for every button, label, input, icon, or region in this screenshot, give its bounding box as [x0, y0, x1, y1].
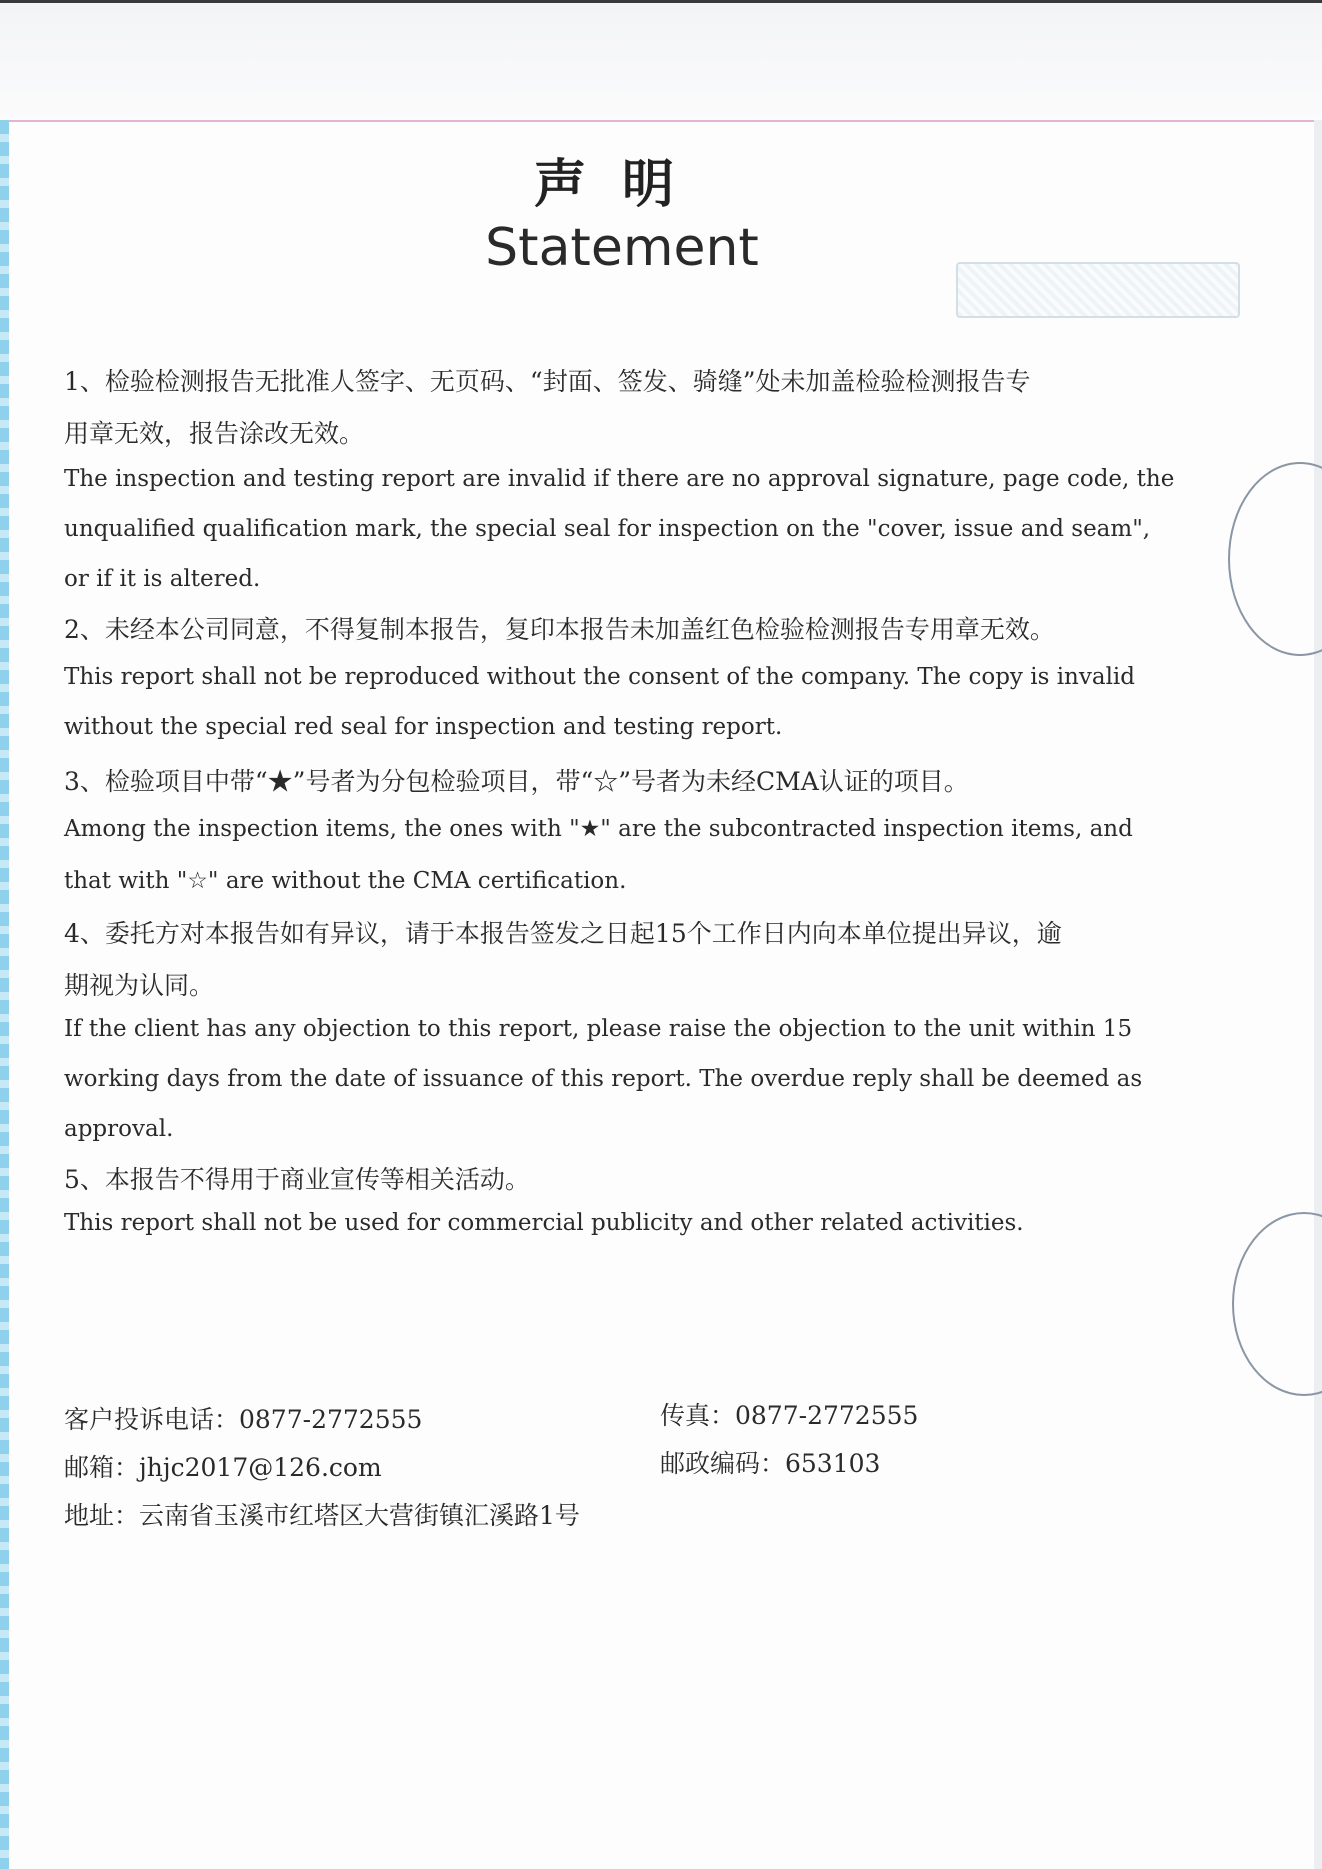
- item-2-en-line-2: without the special red seal for inspection and testing report.: [64, 714, 783, 740]
- item-2-en-line-1: This report shall not be reproduced without the consent of the company. The copy is invalid: [64, 664, 1136, 690]
- item-4-en-line-2: working days from the date of issuance of this report. The overdue reply shall be deemed as: [64, 1066, 1143, 1092]
- item-1-en-line-1: The inspection and testing report are invalid if there are no approval signature, page code, the: [64, 466, 1175, 492]
- postal-code: 邮政编码：653103: [660, 1449, 881, 1478]
- item-2-cn-line-1: 2、未经本公司同意，不得复制本报告，复印本报告未加盖红色检验检测报告专用章无效。: [64, 615, 1055, 644]
- item-1-en-line-2: unqualified qualification mark, the special seal for inspection on the "cover, issue and seam",: [64, 516, 1151, 542]
- item-5-cn-line-1: 5、本报告不得用于商业宣传等相关活动。: [64, 1165, 530, 1194]
- header-rule: [0, 120, 1322, 122]
- header-band: [0, 3, 1322, 121]
- item-1-cn-line-1: 1、检验检测报告无批准人签字、无页码、“封面、签发、骑缝”处未加盖检验检测报告专: [64, 367, 1031, 396]
- item-3-en-line-1: Among the inspection items, the ones with "★" are the subcontracted inspection items, and: [64, 816, 1133, 842]
- binding-edge: [0, 120, 9, 1869]
- item-4-cn-line-1: 4、委托方对本报告如有异议，请于本报告签发之日起15个工作日内向本单位提出异议，逾: [64, 919, 1062, 948]
- title-chinese: 声明: [533, 154, 710, 215]
- item-4-cn-line-2: 期视为认同。: [64, 971, 215, 1000]
- item-1-cn-line-2: 用章无效，报告涂改无效。: [64, 419, 365, 448]
- item-5-en-line-1: This report shall not be used for commercial publicity and other related activities.: [64, 1210, 1024, 1236]
- item-3-cn-line-1: 3、检验项目中带“★”号者为分包检验项目，带“☆”号者为未经CMA认证的项目。: [64, 767, 969, 796]
- email-address: 邮箱：jhjc2017@126.com: [64, 1453, 382, 1482]
- item-3-en-line-2: that with "☆" are without the CMA certification.: [64, 868, 627, 894]
- postal-address: 地址：云南省玉溪市红塔区大营街镇汇溪路1号: [64, 1501, 580, 1530]
- complaint-phone: 客户投诉电话：0877-2772555: [64, 1405, 423, 1434]
- item-4-en-line-1: If the client has any objection to this report, please raise the objection to the unit within 15: [64, 1016, 1133, 1042]
- seam-seal-mark-lower: [1232, 1212, 1322, 1396]
- title-english: Statement: [485, 218, 759, 278]
- item-4-en-line-3: approval.: [64, 1116, 174, 1142]
- fax-number: 传真：0877-2772555: [660, 1401, 919, 1430]
- item-1-en-line-3: or if it is altered.: [64, 566, 261, 592]
- seam-seal-mark-upper: [1228, 462, 1322, 656]
- page-right-edge: [1314, 120, 1322, 1869]
